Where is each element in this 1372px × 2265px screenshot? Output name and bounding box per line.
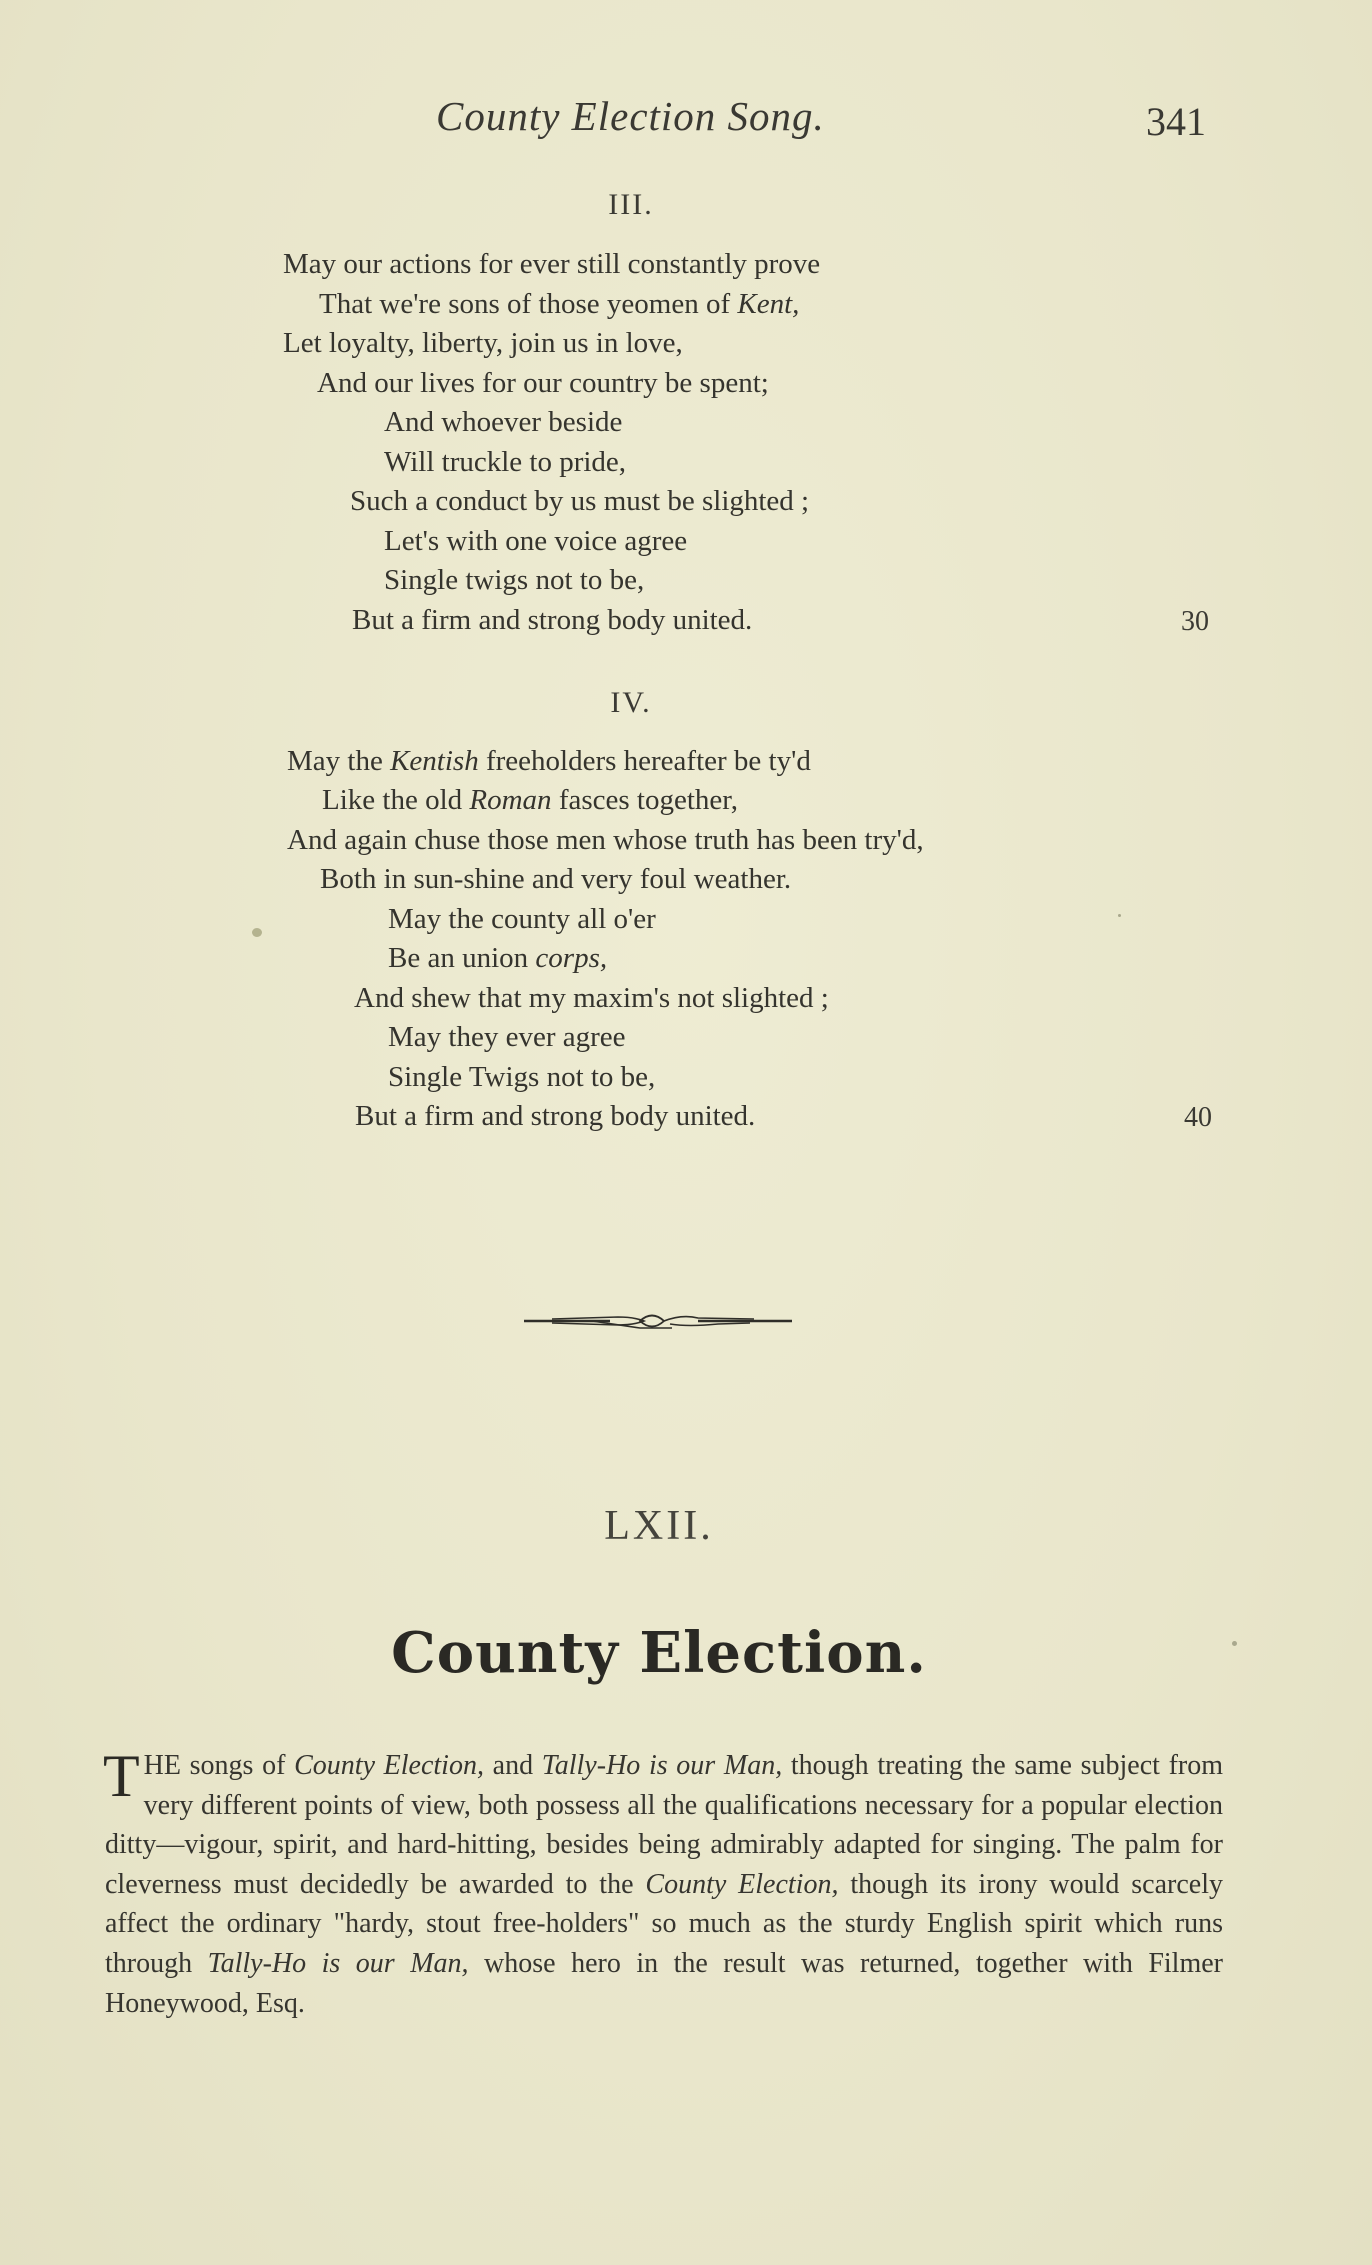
drop-cap: T (103, 1743, 140, 1809)
prose-title-reference: Tally-Ho is our Man, (541, 1750, 783, 1781)
verse-line: Both in sun-shine and very foul weather. (320, 863, 792, 895)
line-number: 30 (1181, 606, 1209, 637)
verse-line: Will truckle to pride, (384, 446, 627, 478)
stanza-number: III. (608, 188, 654, 221)
verse-line: And whoever beside (384, 406, 623, 438)
verse-line: But a firm and strong body united. (352, 604, 753, 636)
paper-speck (1118, 914, 1121, 917)
verse-line: That we're sons of those yeomen of Kent, (319, 288, 800, 320)
verse-line: Such a conduct by us must be slighted ; (350, 485, 810, 517)
prose-text: HE songs of (143, 1750, 295, 1781)
verse-line: Single twigs not to be, (384, 564, 645, 596)
verse-line: And again chuse those men whose truth has been try'd, (287, 824, 924, 856)
running-head (0, 92, 1372, 152)
verse-line: Let's with one voice agree (384, 525, 688, 557)
verse-line: May the county all o'er (388, 903, 656, 935)
prose-title-reference: Tally-Ho is our Man, (207, 1947, 469, 1979)
verse-line: And shew that my maxim's not slighted ; (354, 982, 829, 1014)
piece-title: County Election. (391, 1620, 927, 1686)
paper-speck (1232, 1641, 1237, 1646)
verse-line: May they ever agree (388, 1021, 626, 1053)
intro-paragraph (103, 1743, 1223, 2023)
verse-line: Be an union corps, (388, 942, 608, 974)
running-title: County Election Song. (436, 93, 825, 139)
verse-line: Like the old Roman fasces together, (322, 784, 739, 816)
verse-line: Let loyalty, liberty, join us in love, (283, 327, 683, 359)
paper-speck (252, 928, 262, 937)
verse-line: May the Kentish freeholders hereafter be ty'd (287, 745, 811, 777)
verse-line: And our lives for our country be spent; (317, 367, 769, 399)
prose-text: though its irony would scarcely affect the ordinary "hardy, stout free-holders" so much as the sturdy English spirit which runs through (105, 1868, 1223, 1979)
page-number: 341 (1146, 99, 1206, 144)
prose-title-reference: County Election, (294, 1750, 484, 1781)
stanza-number: IV. (610, 686, 652, 719)
prose-title-reference: County Election, (645, 1868, 839, 1900)
prose-text: though treating the same subject from very different points of view, both possess all the qualifications necessary for a popular election ditty—vigour, spirit, and hard-hitting, besides being admirably adapted for singing. The palm for cleverness must decidedly be awarded to the (105, 1750, 1223, 1900)
line-number: 40 (1184, 1102, 1212, 1133)
verse-line: But a firm and strong body united. (355, 1100, 756, 1132)
prose-text: and (483, 1750, 542, 1781)
prose-text: whose hero in the result was returned, together with Filmer Honeywood, Esq. (105, 1947, 1223, 2019)
ornament-divider (522, 1306, 794, 1336)
verse-line: May our actions for ever still constantly prove (283, 248, 821, 280)
verse-line: Single Twigs not to be, (388, 1061, 656, 1093)
piece-number: LXII. (604, 1503, 714, 1549)
